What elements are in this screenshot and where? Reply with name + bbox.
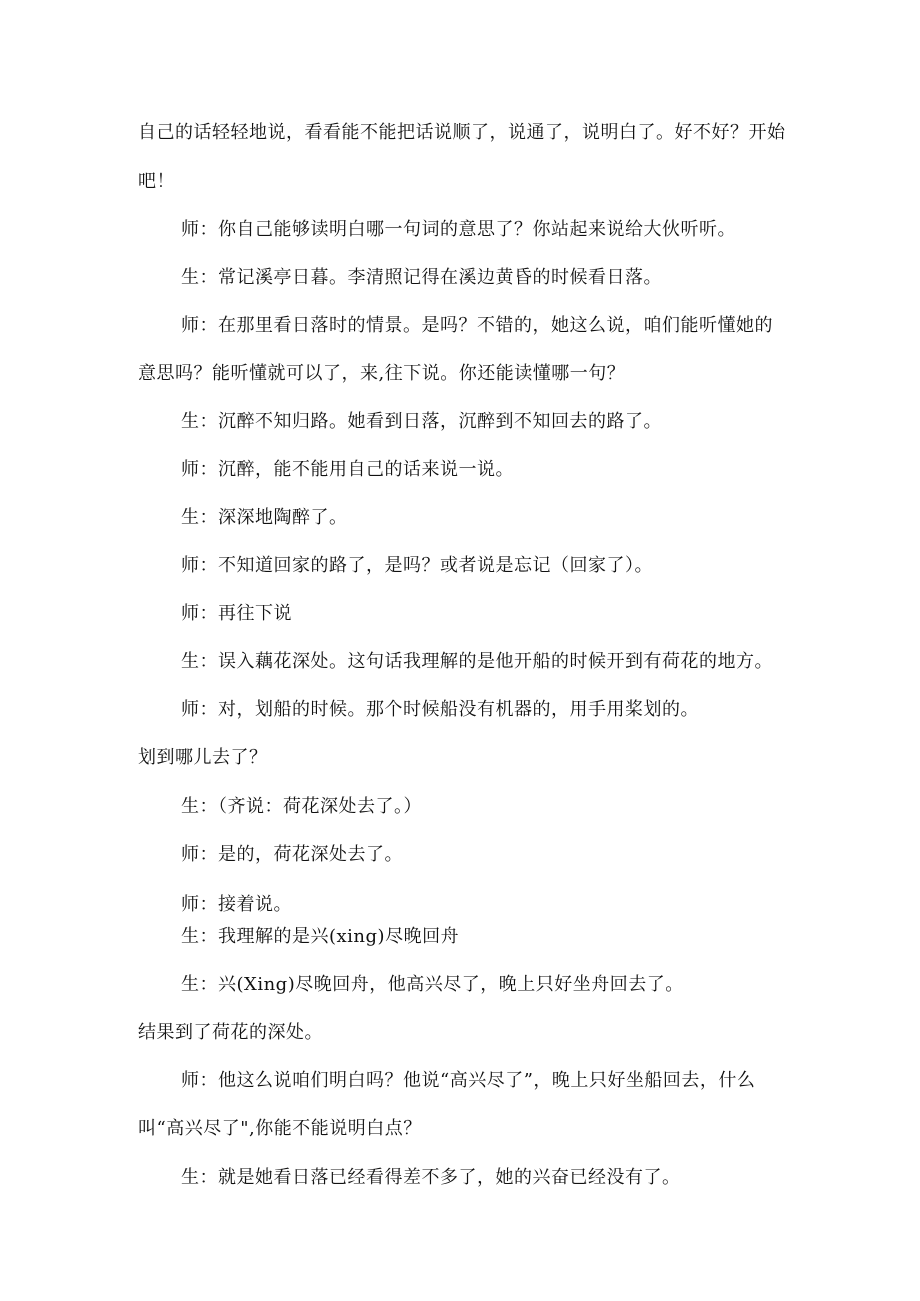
paragraph-line: 师：他这么说咱们明白吗？他说“高兴尽了”，晚上只好坐船回去，什么	[181, 1070, 756, 1091]
paragraph-line: 生：我理解的是兴(xing)尽晚回舟	[181, 926, 460, 947]
paragraph-line: 划到哪儿去了？	[138, 747, 268, 768]
paragraph-line: 生：（齐说：荷花深处去了。）	[181, 796, 422, 817]
paragraph-line: 师：不知道回家的路了，是吗？或者说是忘记（回家了）。	[181, 555, 653, 576]
paragraph-line: 自己的话轻轻地说，看看能不能把话说顺了，说通了，说明白了。好不好？开始	[138, 122, 786, 143]
paragraph-line: 师：沉醉，能不能用自己的话来说一说。	[181, 459, 514, 480]
paragraph-line: 师：对，划船的时候。那个时候船没有机器的，用手用桨划的。	[181, 699, 699, 720]
paragraph-line: 师：再往下说	[181, 603, 292, 624]
paragraph-line: 师：你自己能够读明白哪一句词的意思了？你站起来说给大伙听听。	[181, 219, 736, 240]
paragraph-line: 结果到了荷花的深处。	[138, 1022, 323, 1043]
paragraph-line: 生：就是她看日落已经看得差不多了，她的兴奋已经没有了。	[181, 1167, 681, 1188]
paragraph-line: 生：常记溪亭日暮。李清照记得在溪边黄昏的时候看日落。	[181, 267, 662, 288]
paragraph-line: 意思吗？能听懂就可以了，来,往下说。你还能读懂哪一句？	[138, 363, 626, 384]
paragraph-line: 吧！	[138, 171, 175, 192]
paragraph-line: 师：接着说。	[181, 894, 292, 915]
paragraph-line: 生：误入藕花深处。这句话我理解的是他开船的时候开到有荷花的地方。	[181, 651, 773, 672]
paragraph-line: 生：兴(Xing)尽晚回舟，他高兴尽了，晚上只好坐舟回去了。	[181, 974, 684, 995]
paragraph-line: 师：在那里看日落时的情景。是吗？不错的，她这么说，咱们能听懂她的	[181, 315, 773, 336]
paragraph-line: 生：沉醉不知归路。她看到日落，沉醉到不知回去的路了。	[181, 411, 662, 432]
paragraph-line: 生：深深地陶醉了。	[181, 507, 348, 528]
paragraph-line: 叫“高兴尽了",你能不能说明白点？	[138, 1118, 422, 1139]
paragraph-line: 师：是的，荷花深处去了。	[181, 844, 403, 865]
